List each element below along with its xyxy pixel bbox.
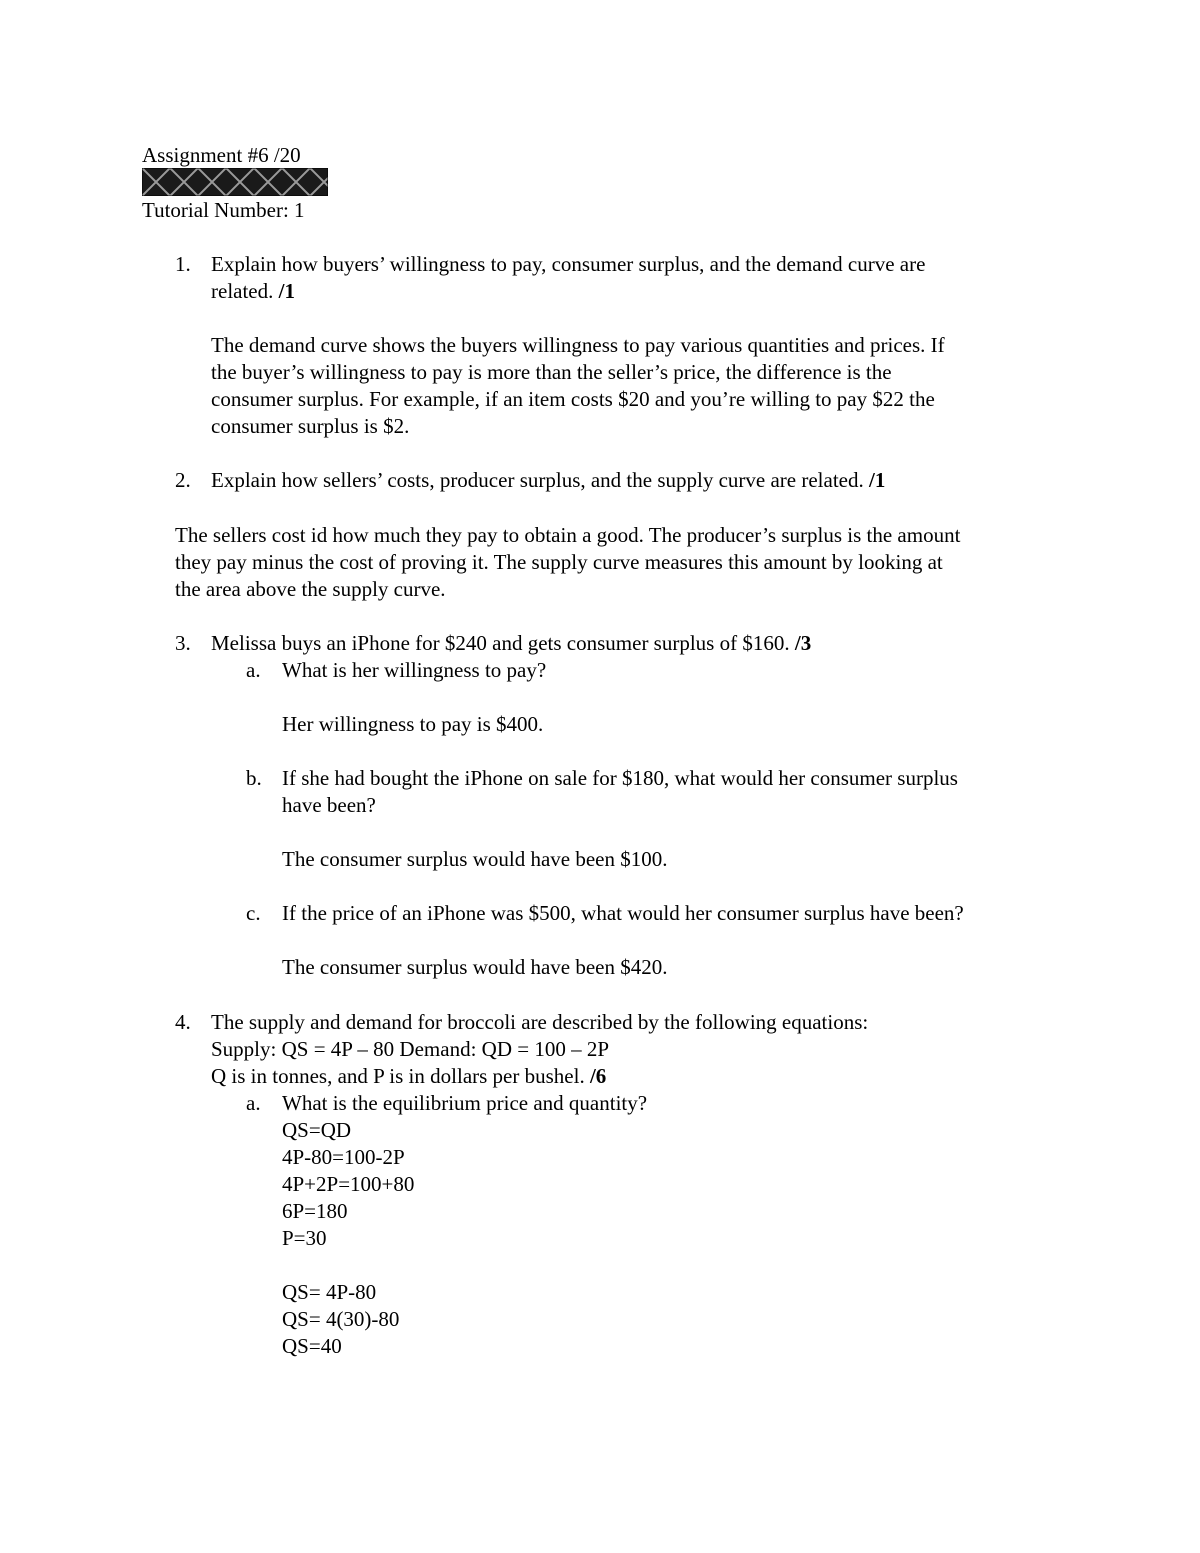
q4-marks: /6 [589, 1064, 607, 1088]
q2-answer-line: the area above the supply curve. [175, 577, 446, 601]
tutorial-number: Tutorial Number: 1 [142, 198, 305, 222]
q3-marks: /3 [794, 631, 812, 655]
q4a-work-line: QS= 4(30)-80 [282, 1307, 400, 1331]
q4-question-line3: Q is in tonnes, and P is in dollars per bushel. /6 [211, 1064, 607, 1088]
q3c-answer: The consumer surplus would have been $420. [282, 955, 668, 979]
q2-question: Explain how sellers’ costs, producer surplus, and the supply curve are related. /1 [211, 468, 886, 492]
q1-answer-line: consumer surplus is $2. [211, 414, 410, 438]
q4a-question: What is the equilibrium price and quantity? [282, 1091, 648, 1115]
q3c-question: If the price of an iPhone was $500, what would her consumer surplus have been? [282, 901, 964, 925]
q3b-question-line1: If she had bought the iPhone on sale for $180, what would her consumer surplus [282, 766, 958, 790]
q4a-work-line: 6P=180 [282, 1199, 348, 1223]
q4a-work-line: QS= 4P-80 [282, 1280, 377, 1304]
q3b-question-line2: have been? [282, 793, 376, 817]
q3-number: 3. [175, 631, 191, 655]
q1-question-line1: Explain how buyers’ willingness to pay, consumer surplus, and the demand curve are [211, 252, 926, 276]
q3a-answer: Her willingness to pay is $400. [282, 712, 544, 736]
q3a-question: What is her willingness to pay? [282, 658, 547, 682]
redacted-name-block [142, 168, 328, 196]
q1-answer-line: the buyer’s willingness to pay is more than the seller’s price, the difference is the [211, 360, 892, 384]
q4-number: 4. [175, 1010, 191, 1034]
q1-number: 1. [175, 252, 191, 276]
q4-question-line2: Supply: QS = 4P – 80 Demand: QD = 100 – 2P [211, 1037, 610, 1061]
q4a-work-line: 4P+2P=100+80 [282, 1172, 415, 1196]
q2-marks: /1 [869, 468, 886, 492]
q1-marks: /1 [278, 279, 295, 303]
q3b-label: b. [246, 766, 262, 790]
q1-answer-line: consumer surplus. For example, if an item costs $20 and you’re willing to pay $22 the [211, 387, 935, 411]
q2-answer-line: they pay minus the cost of proving it. The supply curve measures this amount by looking at [175, 550, 943, 574]
q4a-work-line: P=30 [282, 1226, 327, 1250]
q3-question: Melissa buys an iPhone for $240 and gets consumer surplus of $160. /3 [211, 631, 812, 655]
q1-question-line2: related. /1 [211, 279, 295, 303]
q3b-answer: The consumer surplus would have been $100. [282, 847, 668, 871]
assignment-title: Assignment #6 /20 [142, 143, 301, 167]
q4a-work-line: QS=40 [282, 1334, 342, 1358]
q2-answer-line: The sellers cost id how much they pay to obtain a good. The producer’s surplus is the amount [175, 523, 961, 547]
q3c-label: c. [246, 901, 261, 925]
q2-number: 2. [175, 468, 191, 492]
q1-answer-line: The demand curve shows the buyers willingness to pay various quantities and prices. If [211, 333, 945, 357]
q4a-work-line: QS=QD [282, 1118, 352, 1142]
q4-question-line1: The supply and demand for broccoli are described by the following equations: [211, 1010, 869, 1034]
q4a-label: a. [246, 1091, 261, 1115]
q3a-label: a. [246, 658, 261, 682]
q4a-work-line: 4P-80=100-2P [282, 1145, 405, 1169]
